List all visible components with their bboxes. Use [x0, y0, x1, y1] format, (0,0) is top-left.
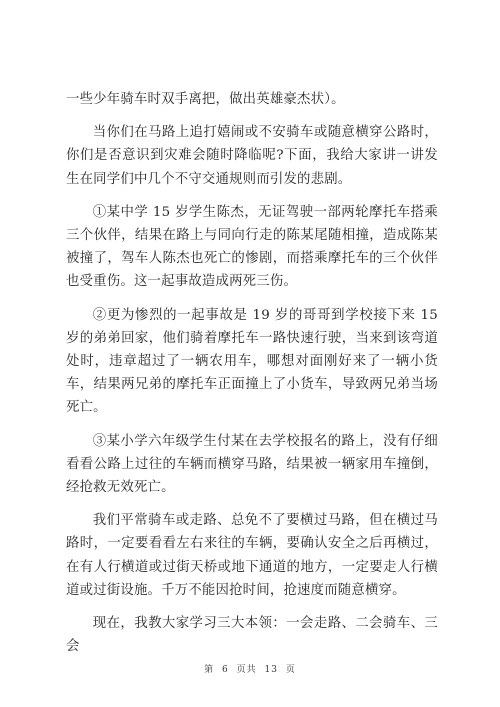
footer-suffix: 页 [285, 665, 296, 675]
paragraph-4: ②更为惨烈的一起事故是 19 岁的哥哥到学校接下来 15 岁的弟弟回家，他们骑着摩托车一路快速行驶，当来到该弯道处时，违章超过了一辆农用车，哪想对面刚好来了一辆小货车，结果两兄弟的摩托车正面撞上了小货车，导致两兄弟当场死亡。 [66, 307, 438, 416]
document-body [66, 88, 438, 668]
paragraph-7: 现在，我教大家学习三大本领：一会走路、二会骑车、三会 [66, 616, 438, 655]
footer-prefix: 第 [204, 665, 215, 675]
footer-total-pages: 13 [264, 665, 278, 675]
page-footer [0, 662, 500, 675]
footer-middle: 页共 [236, 665, 257, 675]
paragraph-6: 我们平常骑车或走路、总免不了要横过马路，但在横过马路时，一定要看看左右来往的车辆，要确认安全之后再横过，在有人行横道或过街天桥或地下通道的地方，一定要走人行横道或过街设施。千万不能因抢时间，抢速度而随意横穿。 [66, 513, 438, 598]
paragraph-2: 当你们在马路上追打嬉闹或不安骑车或随意横穿公路时，你们是否意识到灾难会随时降临呢?下面，我给大家讲一讲发生在同学们中几个不守交通规则而引发的悲剧。 [66, 125, 438, 187]
paragraph-5: ③某小学六年级学生付某在去学校报名的路上，没有仔细看看公路上过往的车辆而横穿马路，结果被一辆家用车撞倒，经抢救无效死亡。 [66, 433, 438, 496]
footer-page-number: 6 [222, 665, 229, 675]
paragraph-1: 一些少年骑车时双手离把，做出英雄豪杰状）。 [66, 92, 345, 107]
paragraph-3: ①某中学 15 岁学生陈杰，无证驾驶一部两轮摩托车搭乘三个伙伴，结果在路上与同向行走的陈某尾随相撞，造成陈某被撞了，驾车人陈杰也死亡的惨剧，而搭乘摩托车的三个伙伴也受重伤。这一起事故造成两死三伤。 [66, 204, 438, 290]
